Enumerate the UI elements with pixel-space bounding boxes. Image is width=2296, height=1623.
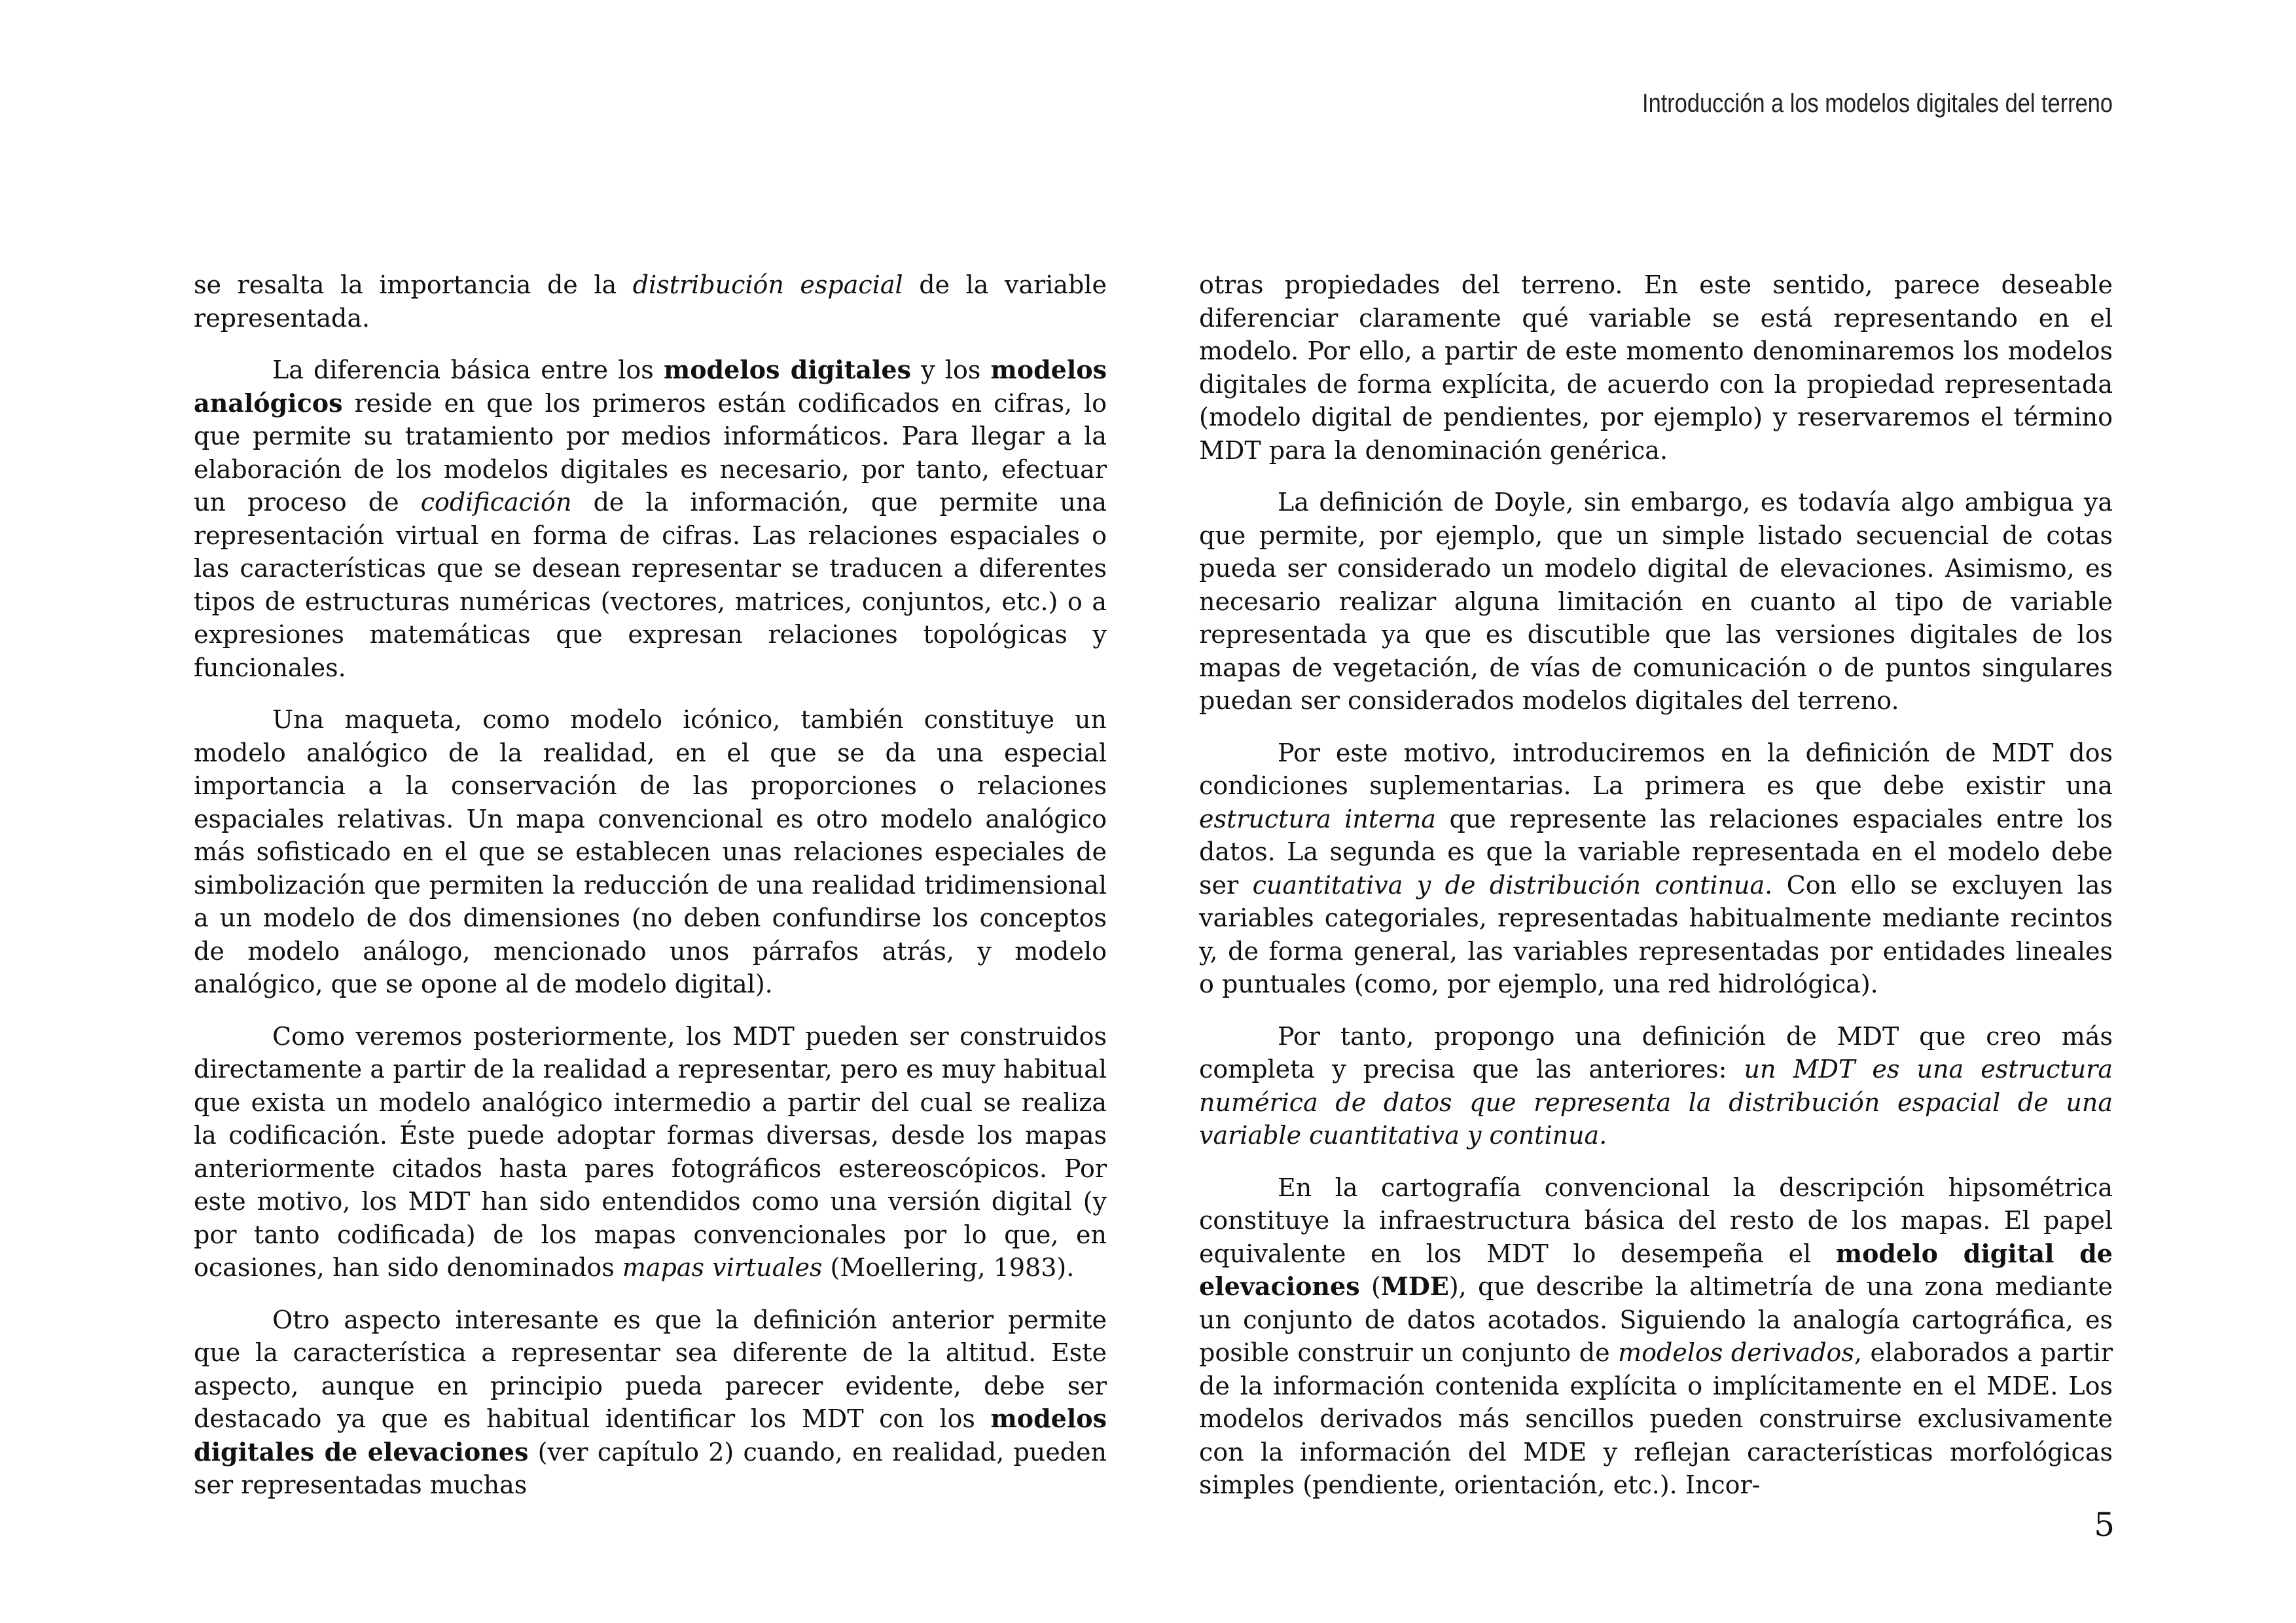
- paragraph: En la cartografía convencional la descripción hipsométrica constituye la infraestructura básica del resto de los mapas. El papel equivalente en los MDT lo desempeña el modelo digital de elevaciones (MDE), que describe la altimetría de una zona mediante un conjunto de datos acotados. Siguiendo la analogía cartográfica, es posible construir un conjunto de modelos derivados, elaborados a partir de la información contenida explícita o implícitamente en el MDE. Los modelos derivados más sencillos pueden construirse exclusivamente con la información del MDE y reflejan características morfológicas simples (pendiente, orientación, etc.). Incor-: [1199, 1173, 2113, 1499]
- right-column: [1199, 268, 2113, 1502]
- paragraph: se resalta la importancia de la distribución espacial de la variable representada.: [194, 270, 1107, 333]
- paragraph: Otro aspecto interesante es que la definición anterior permite que la característica a representar sea diferente de la altitud. Este aspecto, aunque en principio pueda parecer evidente, debe ser destacado ya que es habitual identificar los MDT con los modelos digitales de elevaciones (ver capítulo 2) cuando, en realidad, pueden ser representadas muchas: [194, 1305, 1107, 1499]
- paragraph: Como veremos posteriormente, los MDT pueden ser construidos directamente a partir de la realidad a representar, pero es muy habitual que exista un modelo analógico intermedio a partir del cual se realiza la codificación. Éste puede adoptar formas diversas, desde los mapas anteriormente citados hasta pares fotográficos estereoscópicos. Por este motivo, los MDT han sido entendidos como una versión digital (y por tanto codificada) de los mapas convencionales por lo que, en ocasiones, han sido denominados mapas virtuales (Moellering, 1983).: [194, 1021, 1107, 1282]
- paragraph: Por este motivo, introduciremos en la definición de MDT dos condiciones suplementarias. La primera es que debe existir una estructura interna que represente las relaciones espaciales entre los datos. La segunda es que la variable representada en el modelo debe ser cuantitativa y de distribución continua. Con ello se excluyen las variables categoriales, representadas habitualmente mediante recintos y, de forma general, las variables representadas por entidades lineales o puntuales (como, por ejemplo, una red hidrológica).: [1199, 738, 2113, 998]
- paragraph: Una maqueta, como modelo icónico, también constituye un modelo analógico de la realidad, en el que se da una especial importancia a la conservación de las proporciones o relaciones espaciales relativas. Un mapa convencional es otro modelo analógico más sofisticado en el que se establecen unas relaciones especiales de simbolización que permiten la reducción de una realidad tridimensional a un modelo de dos dimensiones (no deben confundirse los conceptos de modelo análogo, mencionado unos párrafos atrás, y modelo analógico, que se opone al de modelo digital).: [194, 705, 1107, 998]
- paragraph: otras propiedades del terreno. En este sentido, parece deseable diferenciar claramente qué variable se está representando en el modelo. Por ello, a partir de este momento denominaremos los modelos digitales de forma explícita, de acuerdo con la propiedad representada (modelo digital de pendientes, por ejemplo) y reservaremos el término MDT para la denominación genérica.: [1199, 270, 2113, 465]
- page-number: 5: [2094, 1506, 2115, 1544]
- left-column: [194, 268, 1107, 1502]
- paragraph: La definición de Doyle, sin embargo, es todavía algo ambigua ya que permite, por ejemplo, que un simple listado secuencial de cotas pueda ser considerado un modelo digital de elevaciones. Asimismo, es necesario realizar alguna limitación en cuanto al tipo de variable representada ya que es discutible que las versiones digitales de los mapas de vegetación, de vías de comunicación o de puntos singulares puedan ser considerados modelos digitales del terreno.: [1199, 488, 2113, 715]
- running-header: Introducción a los modelos digitales del terreno: [1641, 89, 2113, 118]
- paragraph: La diferencia básica entre los modelos digitales y los modelos analógicos reside en que los primeros están codificados en cifras, lo que permite su tratamiento por medios informáticos. Para llegar a la elaboración de los modelos digitales es necesario, por tanto, efectuar un proceso de codificación de la información, que permite una representación virtual en forma de cifras. Las relaciones espaciales o las características que se desean representar se traducen a diferentes tipos de estructuras numéricas (vectores, matrices, conjuntos, etc.) o a expresiones matemáticas que expresan relaciones topológicas y funcionales.: [194, 355, 1107, 682]
- paragraph: Por tanto, propongo una definición de MDT que creo más completa y precisa que las anteriores: un MDT es una estructura numérica de datos que representa la distribución espacial de una variable cuantitativa y continua.: [1199, 1021, 2113, 1150]
